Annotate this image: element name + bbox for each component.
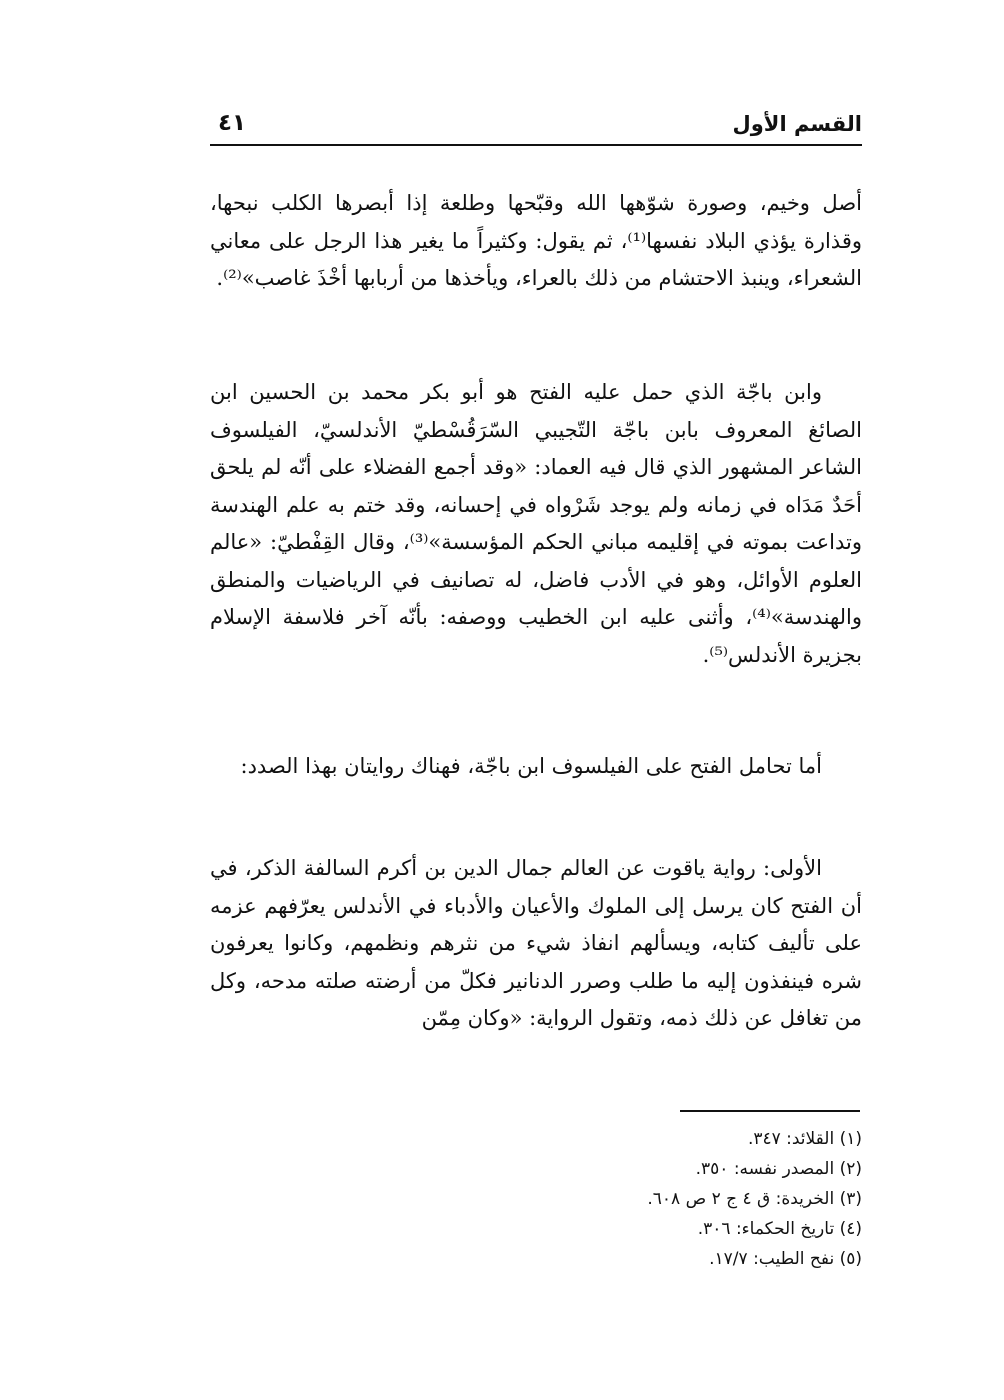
page-number: ٤١: [218, 110, 247, 136]
paragraph-4: الأولى: رواية ياقوت عن العالم جمال الدين بن أكرم السالفة الذكر، في أن الفتح كان يرسل إلى الملوك والأعيان والأدباء في الأندلس يعرّفهم عزمه على تأليف كتابه، ويسألهم انفاذ شيء من نثرهم ونظمهم، وكانوا يعرفون شره فينفذون إليه ما طلب وصرر الدنانير فكلّ من أرضته صلته مدحه، وكل من تغافل عن ذلك ذمه، وتقول الرواية: «وكان مِمّن: [210, 856, 862, 1030]
footnote-5: (٥) نفح الطيب: ١٧/٧.: [709, 1249, 862, 1269]
paragraph-1: أصل وخيم، وصورة شوّهها الله وقبّحها وطلعة إذا أبصرها الكلب نبحها، وقذارة يؤذي البلاد نفسها⁽¹⁾، ثم يقول: وكثيراً ما يغير هذا الرجل على معاني الشعراء، وينبذ الاحتشام من ذلك بالعراء، ويأخذها من أربابها أخْذَ غاصب»⁽²⁾.: [210, 191, 863, 290]
footnote-1: (١) القلائد: ٣٤٧.: [747, 1129, 862, 1149]
section-title: القسم الأول: [732, 112, 862, 136]
footnote-separator: [680, 1110, 860, 1112]
footnote-2: (٢) المصدر نفسه: ٣٥٠.: [695, 1159, 862, 1179]
paragraph-2: وابن باجّة الذي حمل عليه الفتح هو أبو بكر محمد بن الحسين ابن الصائغ المعروف بابن باجّة التّجيبي السّرَقُسْطيّ الأندلسيّ، الفيلسوف الشاعر المشهور الذي قال فيه العماد: «وقد أجمع الفضلاء على أنّه لم يلحق أحَدٌ مَدَاه في زمانه ولم يوجد شَرْواه في إحسانه، وقد ختم به علم الهندسة وتداعت بموته في إقليمه مباني الحكم المؤسسة»⁽³⁾، وقال القِفْطيّ: «عالم العلوم الأوائل، وهو في الأدب فاضل، له تصانيف في الرياضيات والمنطق والهندسة»⁽⁴⁾، وأثنى عليه ابن الخطيب ووصفه: بأنّه آخر فلاسفة الإسلام بجزيرة الأندلس⁽⁵⁾.: [210, 380, 862, 667]
footnote-4: (٤) تاريخ الحكماء: ٣٠٦.: [697, 1219, 862, 1239]
footnote-3: (٣) الخريدة: ق ٤ ج ٢ ص ٦٠٨.: [647, 1189, 862, 1209]
running-header: [210, 108, 862, 146]
footnotes-list: [647, 1124, 862, 1274]
paragraph-3: أما تحامل الفتح على الفيلسوف ابن باجّة، فهناك روايتان بهذا الصدد:: [240, 754, 822, 778]
